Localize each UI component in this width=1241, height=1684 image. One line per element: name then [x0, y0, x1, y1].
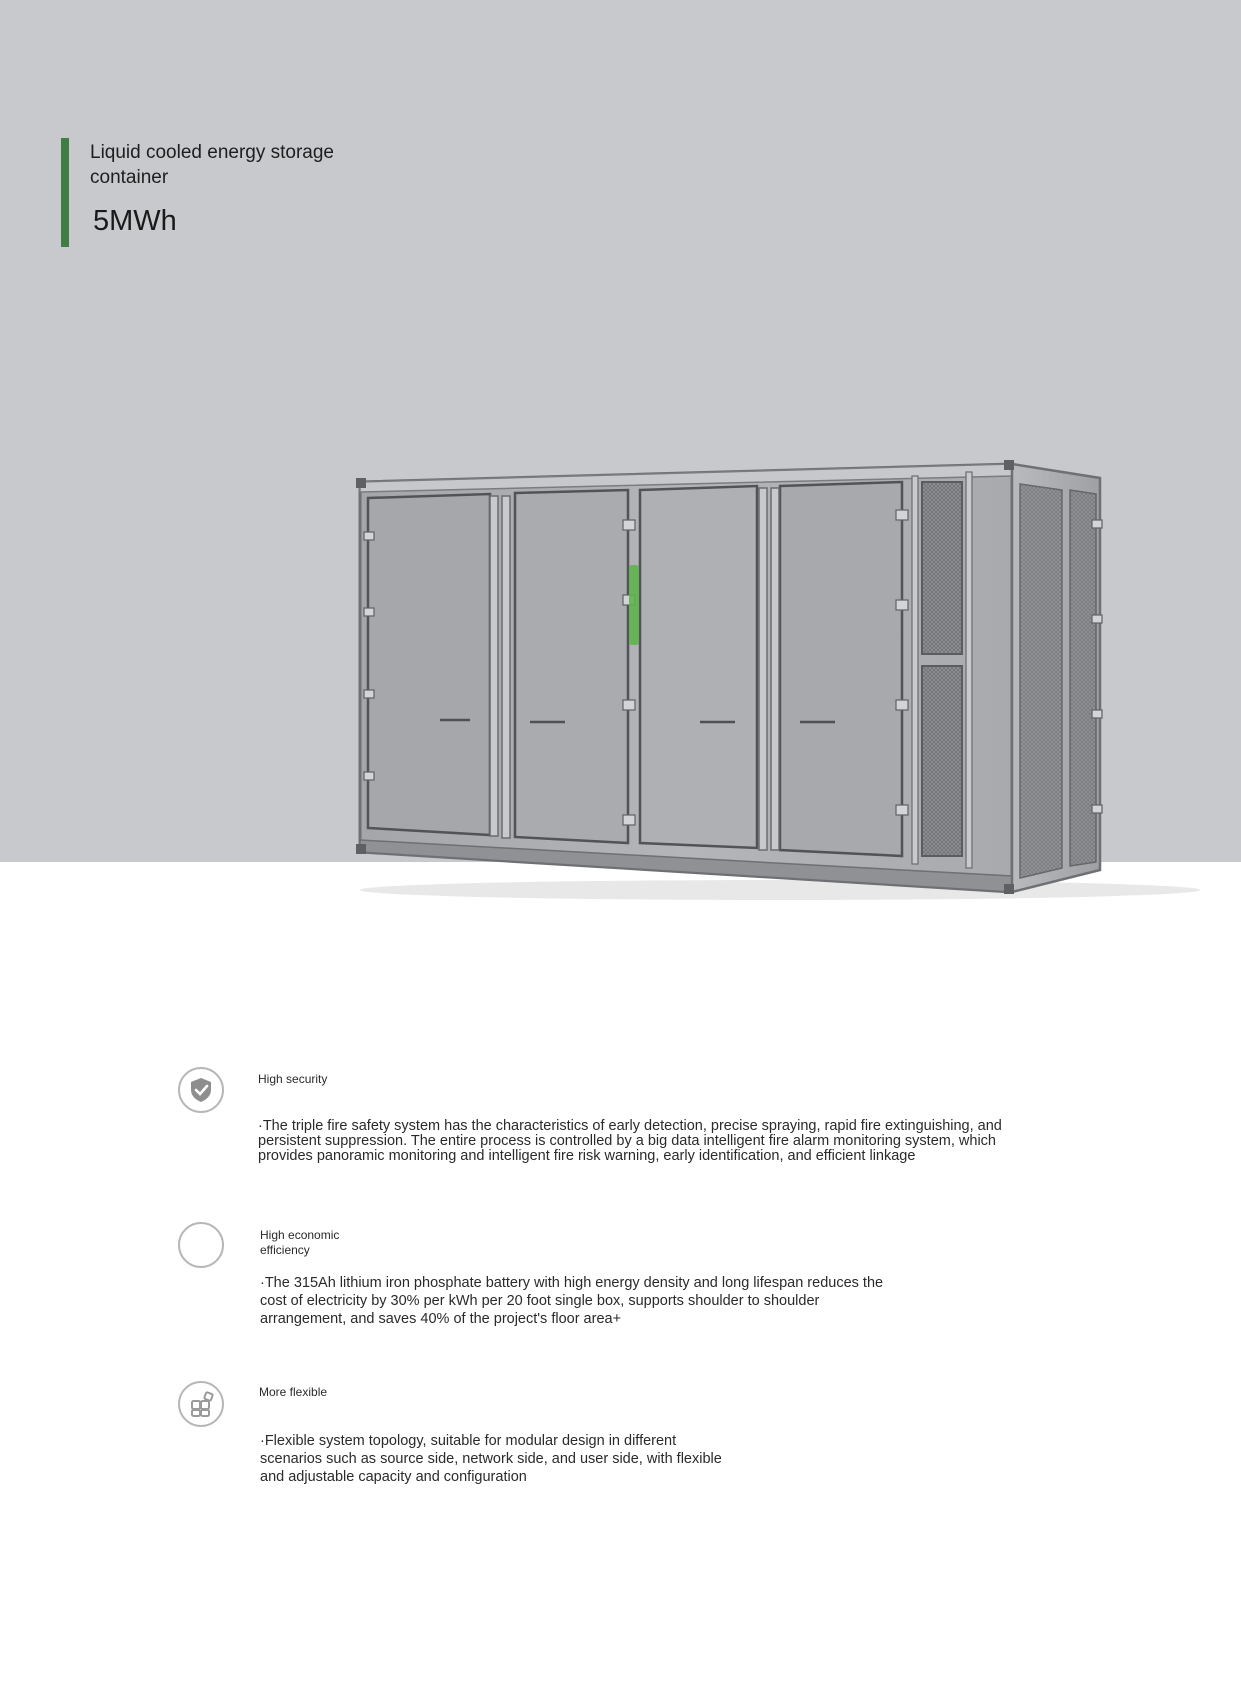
product-title: Liquid cooled energy storage container — [90, 142, 335, 188]
feature-desc-high-security: ·The triple fire safety system has the characteristics of early detection, precise spraying, rapid fire extinguishing, and persistent suppression. The entire process is controlled by a big data intelligent fire alarm monitoring system, which provides panoramic monitoring and intelligent fire risk warning, early identification, and efficient linkage — [258, 1118, 1002, 1164]
title-block — [61, 138, 441, 247]
feature-title-more-flexible: More flexible — [259, 1385, 328, 1399]
feature-title-high-security: High security — [258, 1072, 328, 1086]
modules-grid-icon — [178, 1381, 224, 1427]
feature-desc-more-flexible: ·Flexible system topology, suitable for modular design in different scenarios such as source side, network side, and user side, with flexible and adjustable capacity and configuration — [260, 1433, 722, 1485]
circle-outline-icon — [178, 1222, 224, 1268]
accent-bar — [61, 138, 69, 247]
energy-storage-container-illustration — [340, 460, 1200, 900]
capacity-label: 5MWh — [93, 205, 177, 237]
shield-check-icon — [178, 1067, 224, 1113]
feature-title-economic-efficiency: High economic efficiency — [260, 1228, 340, 1257]
feature-desc-economic-efficiency: ·The 315Ah lithium iron phosphate battery with high energy density and long lifespan reduces the cost of electricity by 30% per kWh per 20 foot single box, supports shoulder to shoulder arrangement, and saves 40% of the project's floor area+ — [260, 1275, 884, 1327]
